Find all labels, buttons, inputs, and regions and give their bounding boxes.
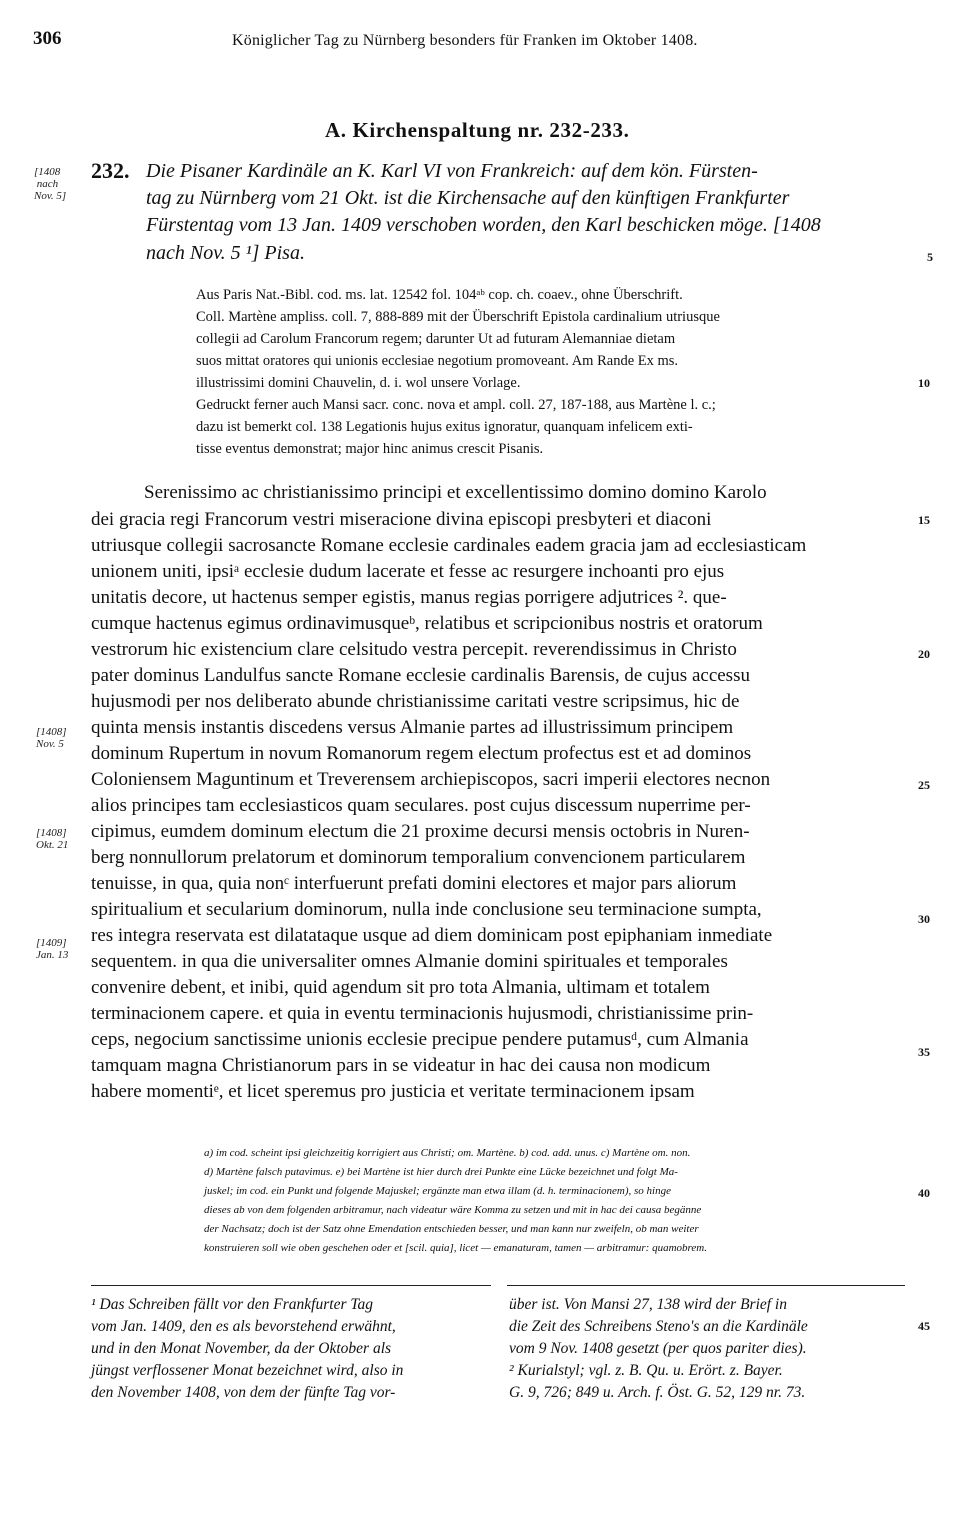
source-line: collegii ad Carolum Francorum regem; darunter Ut ad futuram Alemanniae dietam [196,331,676,347]
body-line: Coloniensem Maguntinum et Treverensem archiepiscopos, sacri imperii electores necnon [91,769,771,790]
apparatus-line: der Nachsatz; doch ist der Satz ohne Emendation entschieden besser, und man kann nur zweifeln, ob man weiter [204,1223,699,1235]
document-title-line: nach Nov. 5 ¹] Pisa. [146,242,305,264]
page-number: 306 [33,28,62,49]
line-number: 40 [918,1186,930,1200]
body-line: tenuisse, in qua, quia nonᶜ interfuerunt prefati domini electores et major pars aliorum [91,873,737,894]
margin-date-note: [1409] Jan. 13 [36,937,69,961]
line-number: 15 [918,513,930,527]
line-number: 25 [918,778,930,792]
line-number: 5 [927,250,933,264]
line-number: 20 [918,647,930,661]
document-title-line: tag zu Nürnberg vom 21 Okt. ist die Kirchensache auf den künftigen Frankfurter [146,187,790,209]
source-line: tisse eventus demonstrat; major hinc animus crescit Pisanis. [196,441,544,457]
line-number: 30 [918,912,930,926]
running-title: Königlicher Tag zu Nürnberg besonders für Franken im Oktober 1408. [232,32,698,49]
body-line: cumque hactenus egimus ordinavimusqueᵇ, relatibus et scripcionibus nostris et oratorum [91,613,763,634]
line-number: 10 [918,376,930,390]
body-line: convenire debent, et inibi, quid agendum sit pro tota Almania, ultimam et totalem [91,977,710,998]
footnote-line: ² Kurialstyl; vgl. z. B. Qu. u. Erört. z. Bayer. [509,1362,783,1379]
body-line: berg nonnullorum prelatorum et dominorum temporalium convencionem particularem [91,847,746,868]
section-title: A. Kirchenspaltung nr. 232-233. [325,118,630,142]
document-number: 232. [91,158,130,183]
footnote-line: und in den Monat November, da der Oktober als [91,1340,392,1357]
document-title-line: Fürstentag vom 13 Jan. 1409 verschoben worden, den Karl beschicken möge. [1408 [146,214,821,236]
line-number: 45 [918,1319,930,1333]
body-line: hujusmodi per nos deliberato abunde christianissime caritati vestre scripsimus, hic de [91,691,740,712]
body-line: spiritualium et secularium dominorum, nulla inde conclusione seu terminacione sumpta, [91,899,762,920]
footnote-line: jüngst verflossener Monat bezeichnet wird, also in [91,1362,404,1379]
body-line: pater dominus Landulfus sancte Romane ecclesie cardinalis Barensis, de cujus accessu [91,665,750,686]
apparatus-line: a) im cod. scheint ipsi gleichzeitig korrigiert aus Christi; om. Martène. b) cod. add. unus. c) Martène om. non. [204,1147,691,1159]
body-line: tamquam magna Christianorum pars in se videatur in hac dei causa non modicum [91,1055,711,1076]
footnote-line: vom 9 Nov. 1408 gesetzt (per quos pariter dies). [509,1340,807,1357]
body-line: habere momentiᵉ, et licet speremus pro justicia et veritate terminacionem ipsam [91,1081,695,1102]
line-number: 35 [918,1045,930,1059]
footnote-line: die Zeit des Schreibens Steno's an die Kardinäle [509,1318,808,1335]
body-line: Serenissimo ac christianissimo principi et excellentissimo domino domino Karolo [144,482,767,503]
body-line: sequentem. in qua die universaliter omnes Almanie domini spirituales et temporales [91,951,728,972]
source-line: Gedruckt ferner auch Mansi sacr. conc. nova et ampl. coll. 27, 187-188, aus Martène l. c.; [196,397,716,413]
footnote-separator [91,1285,491,1286]
body-line: unitatis decore, ut hactenus semper egistis, manus regias porrigere adjutrices ². que- [91,587,727,608]
margin-date-note: [1408] Okt. 21 [36,827,69,851]
footnote-line: G. 9, 726; 849 u. Arch. f. Öst. G. 52, 129 nr. 73. [509,1384,806,1401]
margin-date-note: [1408] Nov. 5 [36,726,67,750]
body-line: dei gracia regi Francorum vestri miseracione divina episcopi presbyteri et diaconi [91,509,712,530]
body-line: vestrorum hic existencium clare celsitudo vestra percepit. reverendissimus in Christo [91,639,737,660]
source-line: Aus Paris Nat.-Bibl. cod. ms. lat. 12542 fol. 104ᵃᵇ cop. ch. coaev., ohne Überschrift. [196,287,683,303]
body-line: unionem uniti, ipsiᵃ ecclesie dudum lacerate et fesse ac resurgere inchoanti pro ejus [91,561,725,582]
apparatus-line: dieses ab von dem folgenden arbitramur, nach videatur wäre Komma zu setzen und mit in hac dei causa begänne [204,1204,702,1216]
body-line: res integra reservata est dilatataque usque ad diem dominicam post epiphaniam inmediate [91,925,773,946]
body-line: quinta mensis instantis discedens versus Almanie partes ad illustrissimum principem [91,717,734,738]
body-line: alios principes tam ecclesiasticos quam seculares. post cujus discessum nuperrime per- [91,795,751,816]
source-line: suos mittat oratores qui unionis ecclesiae negotium promoveant. Am Rande Ex ms. [196,353,679,369]
source-line: dazu ist bemerkt col. 138 Legationis hujus exitus ignoratur, quanquam infelicem exti- [196,419,693,435]
source-line: Coll. Martène ampliss. coll. 7, 888-889 mit der Überschrift Epistola cardinalium utriusque [196,309,720,325]
apparatus-line: konstruieren soll wie oben geschehen oder et [scil. quia], licet — emanaturam, tamen — arbitramur: quamobrem. [204,1242,707,1254]
apparatus-line: juskel; im cod. ein Punkt und folgende Majuskel; ergänzte man etwa illam (d. h. terminacionem), so hinge [204,1185,671,1197]
footnote-line: vom Jan. 1409, den es als bevorstehend erwähnt, [91,1318,396,1335]
apparatus-line: d) Martène falsch putavimus. e) bei Martène ist hier durch drei Punkte eine Lücke bezeichnet und folgt Ma- [204,1166,678,1178]
body-line: terminacionem capere. et quia in eventu terminacionis hujusmodi, christianissime prin- [91,1003,754,1024]
footnote-line: über ist. Von Mansi 27, 138 wird der Brief in [509,1296,787,1313]
footnote-separator [507,1285,905,1286]
footnote-line: ¹ Das Schreiben fällt vor den Frankfurter Tag [91,1296,374,1313]
body-line: dominum Rupertum in novum Romanorum regem electum profectus est et ad dominos [91,743,752,764]
margin-date-note: [1408 nach Nov. 5] [34,166,67,202]
footnote-line: den November 1408, von dem der fünfte Tag vor- [91,1384,396,1401]
body-line: utriusque collegii sacrosancte Romane ecclesie cardinales eadem gracia jam ad ecclesiasticam [91,535,807,556]
source-line: illustrissimi domini Chauvelin, d. i. wol unsere Vorlage. [196,375,521,391]
body-line: cipimus, eumdem dominum electum die 21 proxime decursi mensis octobris in Nuren- [91,821,750,842]
document-title-line: Die Pisaner Kardinäle an K. Karl VI von Frankreich: auf dem kön. Fürsten- [146,160,758,182]
body-line: ceps, negocium sanctissime unionis ecclesie precipue pendere putamusᵈ, cum Almania [91,1029,749,1050]
